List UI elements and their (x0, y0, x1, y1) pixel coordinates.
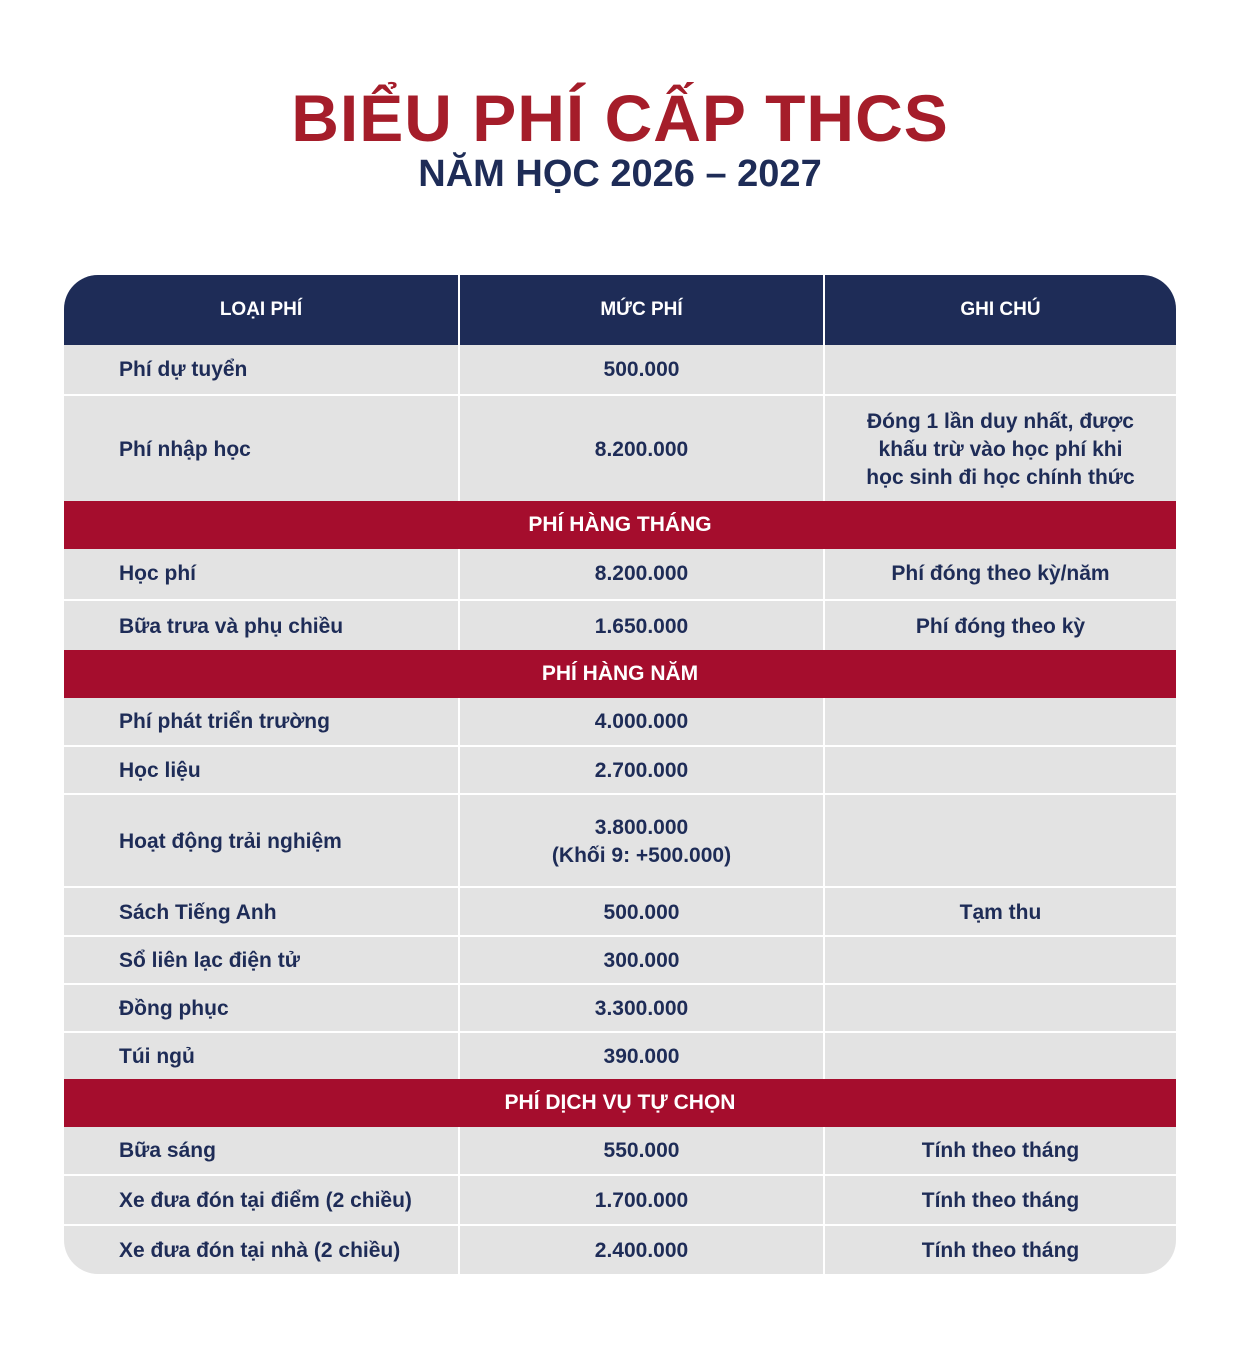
fee-type: Phí nhập học (119, 437, 251, 461)
fee-type: Sổ liên lạc điện tử (119, 949, 300, 972)
table-row (64, 1127, 1176, 1174)
table-row (64, 345, 1176, 394)
fee-type: Túi ngủ (119, 1045, 195, 1068)
fee-note: Đóng 1 lần duy nhất, được khấu trừ vào học phí khi học sinh đi học chính thức (823, 396, 1176, 503)
fee-type: Xe đưa đón tại điểm (2 chiều) (119, 1189, 412, 1212)
fee-note (823, 937, 1176, 985)
fee-amount: 8.200.000 (458, 396, 823, 503)
fee-amount (458, 795, 823, 888)
table-row (64, 1224, 1176, 1274)
table-row (64, 793, 1176, 888)
section-header: PHÍ DỊCH VỤ TỰ CHỌN (64, 1079, 1176, 1127)
header-note: GHI CHÚ (823, 275, 1176, 345)
table-header (64, 275, 1176, 345)
fee-note: Phí đóng theo kỳ/năm (823, 549, 1176, 599)
fee-amount: 550.000 (458, 1127, 823, 1174)
fee-amount: 300.000 (458, 937, 823, 985)
fee-amount: 500.000 (458, 345, 823, 394)
fee-amount: 390.000 (458, 1033, 823, 1081)
fee-note: Tính theo tháng (823, 1176, 1176, 1226)
fee-type: Bữa trưa và phụ chiều (119, 614, 344, 638)
fee-note (823, 795, 1176, 888)
fee-amount: 4.000.000 (458, 698, 823, 745)
fee-type: Đồng phục (119, 997, 229, 1020)
fee-note: Phí đóng theo kỳ (823, 601, 1176, 652)
table-row (64, 745, 1176, 795)
table-row (64, 599, 1176, 652)
fee-type: Học liệu (119, 759, 201, 782)
fee-amount: 8.200.000 (458, 549, 823, 599)
fee-amount-extra: (Khối 9: +500.000) (551, 843, 732, 867)
header-amount: MỨC PHÍ (458, 275, 823, 345)
fee-amount-value: 3.800.000 (594, 815, 689, 839)
fee-table (64, 275, 1176, 1274)
fee-type: Hoạt động trải nghiệm (119, 829, 342, 853)
fee-type: Phí dự tuyển (119, 357, 248, 381)
fee-note: Tính theo tháng (823, 1127, 1176, 1174)
fee-type: Sách Tiếng Anh (119, 900, 277, 924)
fee-amount: 2.400.000 (458, 1226, 823, 1274)
fee-amount: 2.700.000 (458, 747, 823, 795)
fee-type: Học phí (119, 562, 196, 585)
fee-amount: 1.700.000 (458, 1176, 823, 1226)
fee-note (823, 747, 1176, 795)
fee-note (823, 1033, 1176, 1081)
fee-note: Tạm thu (823, 888, 1176, 937)
fee-type: Bữa sáng (119, 1138, 216, 1162)
table-row (64, 1031, 1176, 1081)
table-row (64, 886, 1176, 937)
section-header: PHÍ HÀNG NĂM (64, 650, 1176, 698)
page-subtitle: NĂM HỌC 2026 – 2027 (418, 153, 822, 195)
table-row (64, 935, 1176, 985)
table-row (64, 549, 1176, 599)
table-row (64, 1174, 1176, 1226)
table-row (64, 698, 1176, 745)
fee-type: Phí phát triển trường (119, 709, 330, 733)
fee-amount: 3.300.000 (458, 985, 823, 1033)
table-row (64, 983, 1176, 1033)
fee-amount: 500.000 (458, 888, 823, 937)
page-title: BIỂU PHÍ CẤP THCS (291, 81, 949, 155)
fee-note (823, 345, 1176, 394)
section-header: PHÍ HÀNG THÁNG (64, 501, 1176, 549)
fee-note: Tính theo tháng (823, 1226, 1176, 1274)
fee-amount-stack (552, 814, 731, 870)
fee-amount: 1.650.000 (458, 601, 823, 652)
fee-type: Xe đưa đón tại nhà (2 chiều) (119, 1239, 401, 1262)
table-row (64, 394, 1176, 503)
fee-note (823, 985, 1176, 1033)
fee-note (823, 698, 1176, 745)
header-fee-type: LOẠI PHÍ (219, 299, 303, 320)
